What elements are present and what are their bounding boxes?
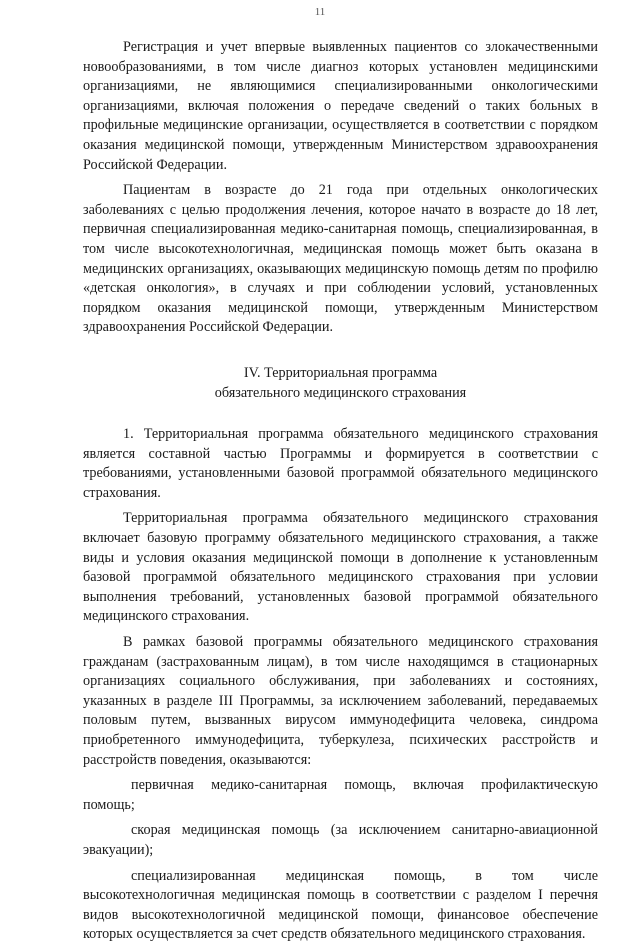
section-title-line2: обязательного медицинского страхования bbox=[214, 384, 467, 401]
page-number: 11 bbox=[314, 6, 326, 18]
section-heading bbox=[83, 364, 598, 403]
list-item-primary-care: первичная медико-санитарная помощь, включая профилактическую помощь; bbox=[83, 777, 598, 813]
list-item-specialized-care: специализированная медицинская помощь, в том числе высокотехнологичная медицинская помощь в соответствии с разделом I перечня видов высокотехнологичной медицинской помощи, финансовое обеспечение которых осуществляется за счет средств обязательного медицинского страхования. bbox=[83, 867, 598, 943]
section-title-line1: IV. Территориальная программа bbox=[243, 364, 438, 381]
paragraph-basic-program-scope: В рамках базовой программы обязательного медицинского страхования гражданам (застрахованным лицам), в том числе находящимся в стационарных организациях социального обслуживания, при заболеваниях и состояниях, указанных в разделе III Программы, за исключением заболеваний, передаваемых половым путем, вызванных вирусом иммунодефицита человека, синдрома приобретенного иммунодефицита, туберкулеза, психических расстройств и расстройств поведения, оказываются: bbox=[83, 634, 598, 768]
document-body bbox=[83, 38, 598, 945]
paragraph-program-includes: Территориальная программа обязательного медицинского страхования включает базовую программу обязательного медицинского страхования, а также виды и условия оказания медицинской помощи в дополнение к установленным базовой программой обязательного медицинского страхования при условии выполнения требований, установленных базовой программой обязательного медицинского страхования. bbox=[83, 510, 598, 625]
paragraph-territorial-program: 1. Территориальная программа обязательного медицинского страхования является составной частью Программы и формируется в соответствии с требованиями, установленными базовой программой обязательного медицинского страхования. bbox=[83, 426, 598, 501]
paragraph-registration: Регистрация и учет впервые выявленных пациентов со злокачественными новообразованиями, в том числе диагноз которых установлен медицинскими организациями, не являющимися специализированными онкологическими организациями, включая положения о передаче сведений о таких больных в профильные медицинские организации, осуществляется в соответствии с порядком оказания медицинской помощи, утвержденным Министерством здравоохранения Российской Федерации. bbox=[83, 39, 598, 173]
paragraph-patients-under-21: Пациентам в возрасте до 21 года при отдельных онкологических заболеваниях с целью продолжения лечения, которое начато в возрасте до 18 лет, первичная специализированная медико-санитарная помощь, специализированная, в том числе высокотехнологичная, медицинская помощь может быть оказана в медицинских организациях, оказывающих медицинскую помощь детям по профилю «детская онкология», в случаях и при соблюдении условий, установленных порядком оказания медицинской помощи, утвержденным Министерством здравоохранения Российской Федерации. bbox=[83, 182, 598, 336]
list-item-emergency-care: скорая медицинская помощь (за исключением санитарно-авиационной эвакуации); bbox=[83, 822, 598, 858]
